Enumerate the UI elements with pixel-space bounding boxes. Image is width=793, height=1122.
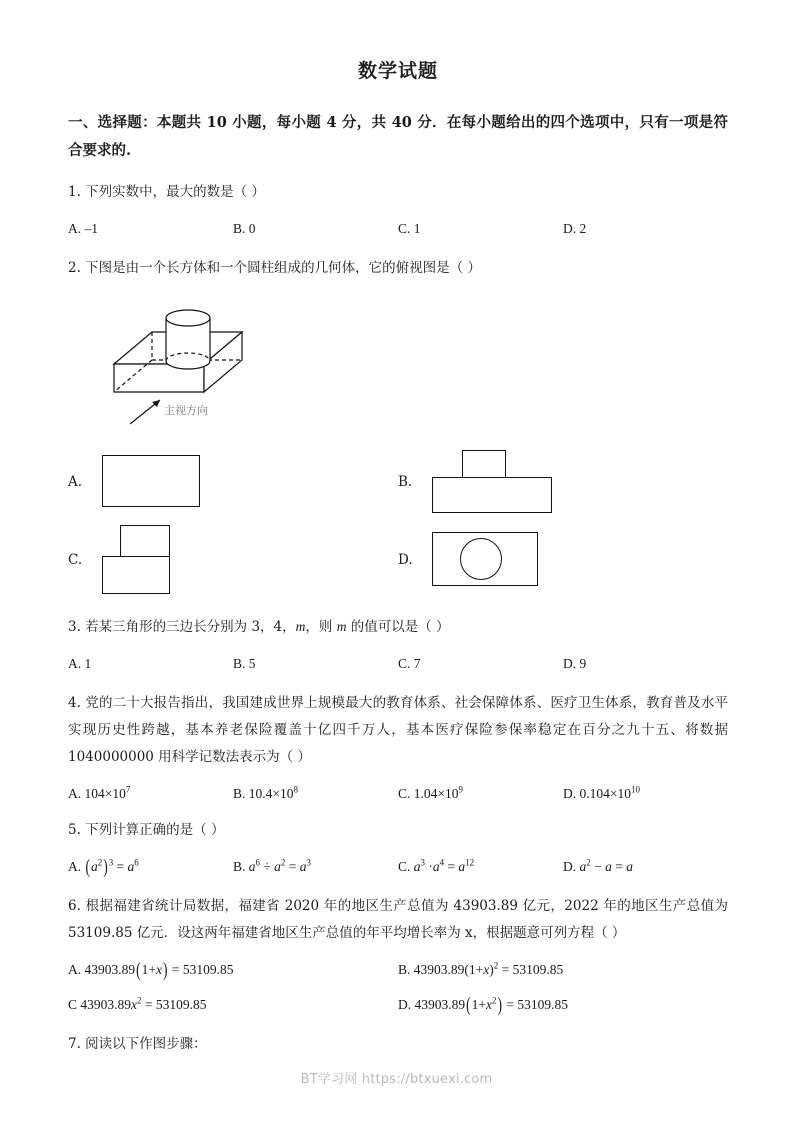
option-label: D. <box>563 656 577 671</box>
option-figure-b[interactable] <box>398 450 728 514</box>
rhs-exponent: 3 <box>306 857 311 868</box>
question-2-text: 2. 下图是由一个长方体和一个圆柱组成的几何体，它的俯视图是（ ） <box>68 260 481 276</box>
option-exponent: 9 <box>458 784 463 795</box>
option-row-item[interactable]: B. $a^6 \div a^2 = a^3$ <box>233 857 311 874</box>
option-value: 1 <box>413 221 421 236</box>
question-1-text: 1. 下列实数中，最大的数是（ ） <box>68 184 265 200</box>
variable-a: a <box>127 859 135 874</box>
option-value: 2 <box>579 221 587 236</box>
section-heading: 一、选择题：本题共 10 小题，每小题 4 分，共 40 分．在每小题给出的四个选项中，只有一项是符合要求的. <box>68 114 728 159</box>
option-figure-c[interactable] <box>68 525 398 595</box>
option-label: B. <box>398 474 413 490</box>
question-4-text: 4. 党的二十大报告指出，我国建成世界上规模最大的教育体系、社会保障体系、医疗卫生体系，教育普及水平实现历史性跨越，基本养老保险覆盖十亿四千万人，基本医疗保险参保率稳定在百分之九十五、将数据 1040000000 用科学记数法表示为（ ） <box>68 695 728 765</box>
option-label: D. <box>563 859 577 874</box>
option-figure-row <box>68 521 728 599</box>
option-row-item[interactable] <box>398 652 563 676</box>
question-3-text: 3. 若某三角形的三边长分别为 3，4，m，则 m 的值可以是（ ） <box>68 619 450 635</box>
option-row-item[interactable] <box>233 217 398 241</box>
question-6-options-row2 <box>68 993 728 1017</box>
cuboid-with-cylinder-figure <box>74 288 728 433</box>
right-paren: ) <box>103 855 108 878</box>
option-value: –1 <box>84 221 98 236</box>
option-row-item[interactable] <box>233 652 398 676</box>
option-row-item[interactable] <box>398 782 563 806</box>
option-row-item[interactable] <box>233 782 398 806</box>
variable-a: a <box>274 859 281 874</box>
option-label: B. <box>233 786 246 801</box>
lhs-exponent: 6 <box>255 857 260 868</box>
option-label: C. <box>68 552 83 568</box>
option-figure-a[interactable] <box>68 455 398 509</box>
variable-a: a <box>605 859 612 874</box>
value-2022: 53109.85 <box>517 997 568 1012</box>
small-rect-on-rect-art <box>102 525 202 595</box>
value-2022: 53109.85 <box>512 962 564 977</box>
right-paren: ) <box>497 993 502 1016</box>
option-row-item[interactable]: A. $(a^2)^3 = a^6$ <box>68 855 233 879</box>
rectangle-with-tab-art <box>432 450 554 514</box>
option-row-item[interactable]: D. $a^2 - a = a$ <box>563 857 633 874</box>
lhs-exponent: 3 <box>420 857 425 868</box>
variable-a: a <box>91 859 98 874</box>
site-watermark: BT学习网 https://btxuexi.com <box>300 1072 493 1087</box>
tab-rectangle <box>462 450 506 478</box>
option-row-item[interactable] <box>68 217 233 241</box>
variable-x: x <box>131 997 138 1012</box>
option-row-item[interactable] <box>563 652 728 676</box>
option-label: C. <box>398 221 411 236</box>
value-2022: 53109.85 <box>155 997 207 1012</box>
lower-rectangle <box>102 556 170 594</box>
lhs-exponent: 4 <box>439 857 445 868</box>
option-label: A. <box>68 962 82 977</box>
option-label: D. <box>398 997 412 1012</box>
variable-a: a <box>413 859 421 874</box>
option-figure-row <box>68 443 728 521</box>
option-label: C. <box>398 859 411 874</box>
variable-x: x <box>483 962 490 977</box>
question-1-options <box>68 217 728 241</box>
option-label: A. <box>68 786 82 801</box>
option-row-item[interactable]: B. $43903.89(1+x)^2 = 53109.85$ <box>398 960 564 977</box>
exponent: 2 <box>493 960 499 971</box>
option-mantissa: 1.04×10 <box>413 786 459 801</box>
left-paren: ( <box>466 993 471 1016</box>
left-paren: ( <box>136 958 141 981</box>
variable-a: a <box>299 859 307 874</box>
option-row-item[interactable] <box>398 217 563 241</box>
exponent: 2 <box>492 995 497 1006</box>
page-content <box>68 0 728 1058</box>
rectangle-outline <box>102 455 200 507</box>
exponent: 2 <box>137 995 142 1006</box>
option-mantissa: 0.104×10 <box>579 786 631 801</box>
lhs-exponent: 2 <box>280 857 286 868</box>
solid-figure-svg <box>74 288 284 428</box>
question-2-option-figures <box>68 443 728 599</box>
question-3-options <box>68 652 728 676</box>
option-row-item[interactable] <box>563 217 728 241</box>
variable-a: a <box>626 859 633 874</box>
value-2020: 43903.89 <box>413 962 465 977</box>
inner-exponent: 2 <box>97 857 103 868</box>
option-value: 9 <box>579 656 587 671</box>
upper-rectangle <box>120 525 170 557</box>
option-label: B. <box>233 221 246 236</box>
left-paren: ( <box>85 855 90 878</box>
question-6-text: 6. 根据福建省统计局数据，福建省 2020 年的地区生产总值为 43903.89 亿元，2022 年的地区生产总值为 53109.85 亿元．设这两年福建省地区生产总值的年平均增长率为 x，根据题意可列方程（ ） <box>68 898 728 941</box>
front-view-direction-label: 主视方向 <box>164 404 208 417</box>
option-value: 0 <box>248 221 256 236</box>
rectangle-with-circle-art <box>432 532 542 588</box>
question-7-text: 7. 阅读以下作图步骤： <box>68 1036 207 1052</box>
option-label: A. <box>68 221 82 236</box>
option-row-item[interactable] <box>563 782 728 806</box>
base-rectangle <box>432 477 552 513</box>
right-paren: ) <box>163 958 168 981</box>
question-5-options <box>68 855 728 879</box>
option-label: C. <box>398 786 411 801</box>
option-label: D. <box>563 786 577 801</box>
option-value: 5 <box>248 656 256 671</box>
option-row-item[interactable]: C $43903.89x^2 = 53109.85$ <box>68 995 207 1012</box>
page-title: 数学试题 <box>357 60 438 82</box>
variable-m: m <box>336 619 347 634</box>
value-2020: 43903.89 <box>84 962 136 977</box>
option-label: B. <box>233 859 246 874</box>
variable-a: a <box>248 859 256 874</box>
value-2020: 43903.89 <box>414 997 466 1012</box>
variable-a: a <box>579 859 587 874</box>
option-row-item[interactable] <box>68 782 233 806</box>
option-label: C. <box>398 656 411 671</box>
option-label: A. <box>68 656 82 671</box>
option-mantissa: 104×10 <box>84 786 126 801</box>
question-6-options-row1 <box>68 958 728 982</box>
option-row-item[interactable]: C. $a^3 \cdot a^4 = a^{12}$ <box>398 857 475 874</box>
option-exponent: 7 <box>125 784 131 795</box>
question-4-options <box>68 782 728 806</box>
option-label: C <box>68 997 78 1012</box>
circle-outline <box>460 538 502 580</box>
option-row-item[interactable] <box>68 652 233 676</box>
variable-a: a <box>458 859 466 874</box>
option-exponent: 10 <box>631 784 640 795</box>
option-label: D. <box>563 221 577 236</box>
rhs-exponent: 6 <box>134 857 139 868</box>
variable-x: x <box>486 997 492 1012</box>
option-label: D. <box>398 552 413 568</box>
variable-m: m <box>295 619 306 634</box>
question-5-text: 5. 下列计算正确的是（ ） <box>68 822 225 838</box>
variable-x: x <box>156 962 162 977</box>
option-label: A. <box>68 859 82 874</box>
option-row-item[interactable]: D. $43903.89(1+x^2) = 53109.85$ <box>398 993 728 1017</box>
option-label: A. <box>68 474 83 490</box>
outer-exponent: 3 <box>108 857 114 868</box>
option-exponent: 8 <box>293 784 298 795</box>
value-2022: 53109.85 <box>182 962 234 977</box>
rhs-exponent: 12 <box>465 857 475 868</box>
option-row-item[interactable]: A. 43903.89(1+x) = 53109.85 <box>68 958 398 982</box>
option-value: 7 <box>413 656 421 671</box>
option-label: B. <box>233 656 246 671</box>
plain-rectangle-art <box>102 455 202 509</box>
option-mantissa: 10.4×10 <box>248 786 294 801</box>
value-2020: 43903.89 <box>80 997 132 1012</box>
variable-a: a <box>432 859 440 874</box>
option-label: B. <box>398 962 411 977</box>
option-figure-d[interactable] <box>398 532 728 588</box>
option-value: 1 <box>84 656 92 671</box>
lhs-exponent: 2 <box>586 857 591 868</box>
